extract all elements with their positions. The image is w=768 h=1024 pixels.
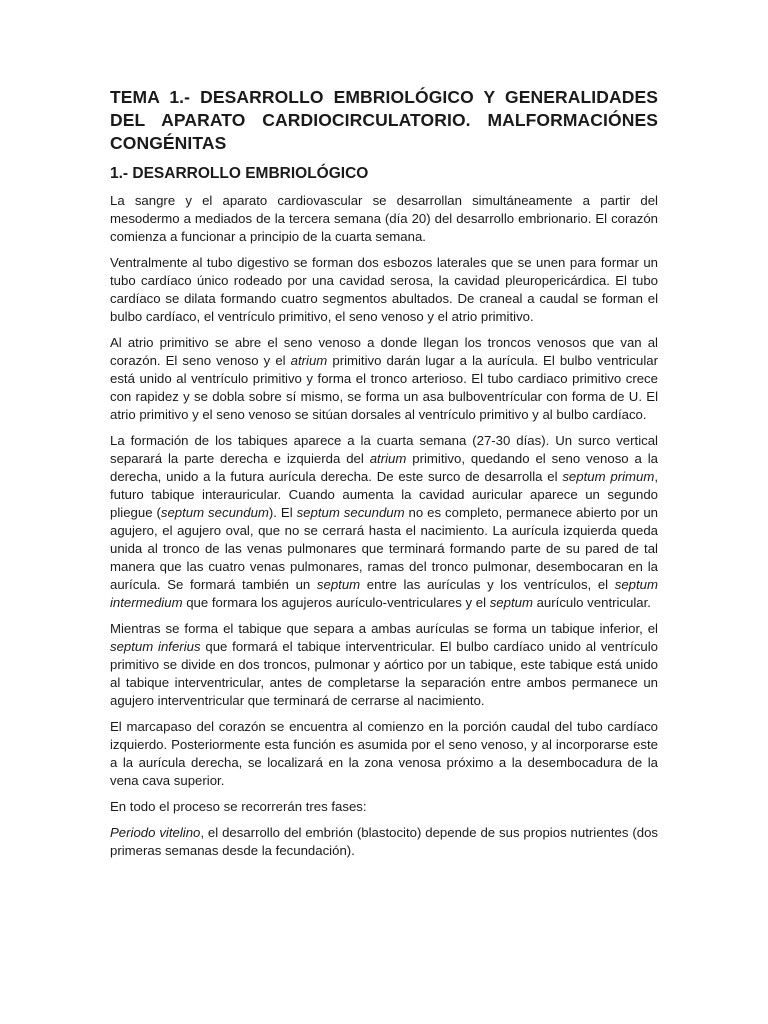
text-run: , futuro tabique interauricular. Cuando aumenta la cavidad auricular aparece un segundo pliegue ( (110, 469, 658, 520)
text-run: , el desarrollo del embrión (blastocito) depende de sus propios nutrientes (dos primeras semanas desde la fecundación). (110, 825, 658, 858)
text-run: En todo el proceso se recorrerán tres fases: (110, 799, 367, 814)
text-run: entre las aurículas y los ventrículos, el (360, 577, 615, 592)
body-paragraph (110, 254, 658, 326)
italic-term: septum intermedium (110, 577, 658, 610)
body-paragraph (110, 192, 658, 246)
italic-term: atrium (290, 353, 328, 368)
body-paragraph (110, 620, 658, 710)
text-run: aurículo ventricular. (532, 595, 651, 610)
text-run: Mientras se forma el tabique que separa a ambas aurículas se forma un tabique inferior, el (110, 621, 658, 636)
text-run: que formará el tabique interventricular. El bulbo cardíaco unido al ventrículo primitivo se divide en dos troncos, pulmonar y aórtico por un tabique, este tabique está unido al tabique interventricular, antes de completarse la separación entre ambos permanece un agujero interventricular que terminará de cerrarse al nacimiento. (110, 639, 659, 708)
italic-term: atrium (369, 451, 407, 466)
body-paragraph (110, 334, 658, 424)
italic-term: septum inferius (110, 639, 201, 654)
text-run: La formación de los tabiques aparece a la cuarta semana (27-30 días). Un surco vertical separará la parte derecha e izquierda del (110, 433, 658, 466)
body-paragraph (110, 824, 658, 860)
text-run: El marcapaso del corazón se encuentra al comienzo en la porción caudal del tubo cardíaco izquierdo. Posteriormente esta función es asumida por el seno venoso, y al incorporarse este a la aurícula derecha, se localizará en la zona venosa próximo a la desembocadura de la vena cava superior. (110, 719, 658, 788)
text-run: primitivo darán lugar a la aurícula. El bulbo ventricular está unido al ventrículo primitivo y forma el tronco arterioso. El tubo cardiaco primitivo crece con rapidez y se dobla sobre sí mismo, se forma un asa bulboventrícular con forma de U. El atrio primitivo y el seno venoso se sitúan dorsales al ventrículo primitivo y al bulbo cardíaco. (110, 353, 658, 422)
italic-term: septum (489, 595, 533, 610)
body-paragraph (110, 718, 658, 790)
text-run: ). El (268, 505, 297, 520)
document-page (110, 86, 658, 868)
text-run: que formara los agujeros aurículo-ventriculares y el (182, 595, 490, 610)
body-paragraph (110, 432, 658, 612)
italic-term: septum primum (562, 469, 655, 484)
italic-term: septum secundum (160, 505, 269, 520)
text-run: Ventralmente al tubo digestivo se forman dos esbozos laterales que se unen para formar un tubo cardíaco único rodeado por una cavidad serosa, la cavidad pleuropericárdica. El tubo cardíaco se dilata formando cuatro segmentos abultados. De craneal a caudal se forman el bulbo cardíaco, el ventrículo primitivo, el seno venoso y el atrio primitivo. (110, 255, 658, 324)
italic-term: septum secundum (296, 505, 405, 520)
text-run: Al atrio primitivo se abre el seno venoso a donde llegan los troncos venosos que van al corazón. El seno venoso y el (110, 335, 658, 368)
text-run: primitivo, quedando el seno venoso a la derecha, unido a la futura aurícula derecha. De este surco de desarrolla el (110, 451, 659, 484)
text-run: La sangre y el aparato cardiovascular se desarrollan simultáneamente a partir del mesodermo a mediados de la tercera semana (día 20) del desarrollo embrionario. El corazón comienza a funcionar a principio de la cuarta semana. (110, 193, 658, 244)
section-heading: 1.- DESARROLLO EMBRIOLÓGICO (110, 165, 369, 182)
italic-term: Periodo vitelino (110, 825, 201, 840)
body-paragraph (110, 798, 658, 816)
document-title: TEMA 1.- DESARROLLO EMBRIOLÓGICO Y GENERALIDADES DEL APARATO CARDIOCIRCULATORIO. MALFORMACIÓNES CONGÉNITAS (110, 87, 658, 153)
text-run: no es completo, permanece abierto por un agujero, el agujero oval, que no se cerrará hasta el nacimiento. La aurícula izquierda queda unida al tronco de las venas pulmonares que terminará formando parte de su pared de tal manera que las cuatro venas pulmonares, ramas del tronco pulmonar, desembocaran en la aurícula. Se formará también un (110, 505, 658, 592)
body-text (110, 192, 658, 860)
italic-term: septum (316, 577, 361, 592)
